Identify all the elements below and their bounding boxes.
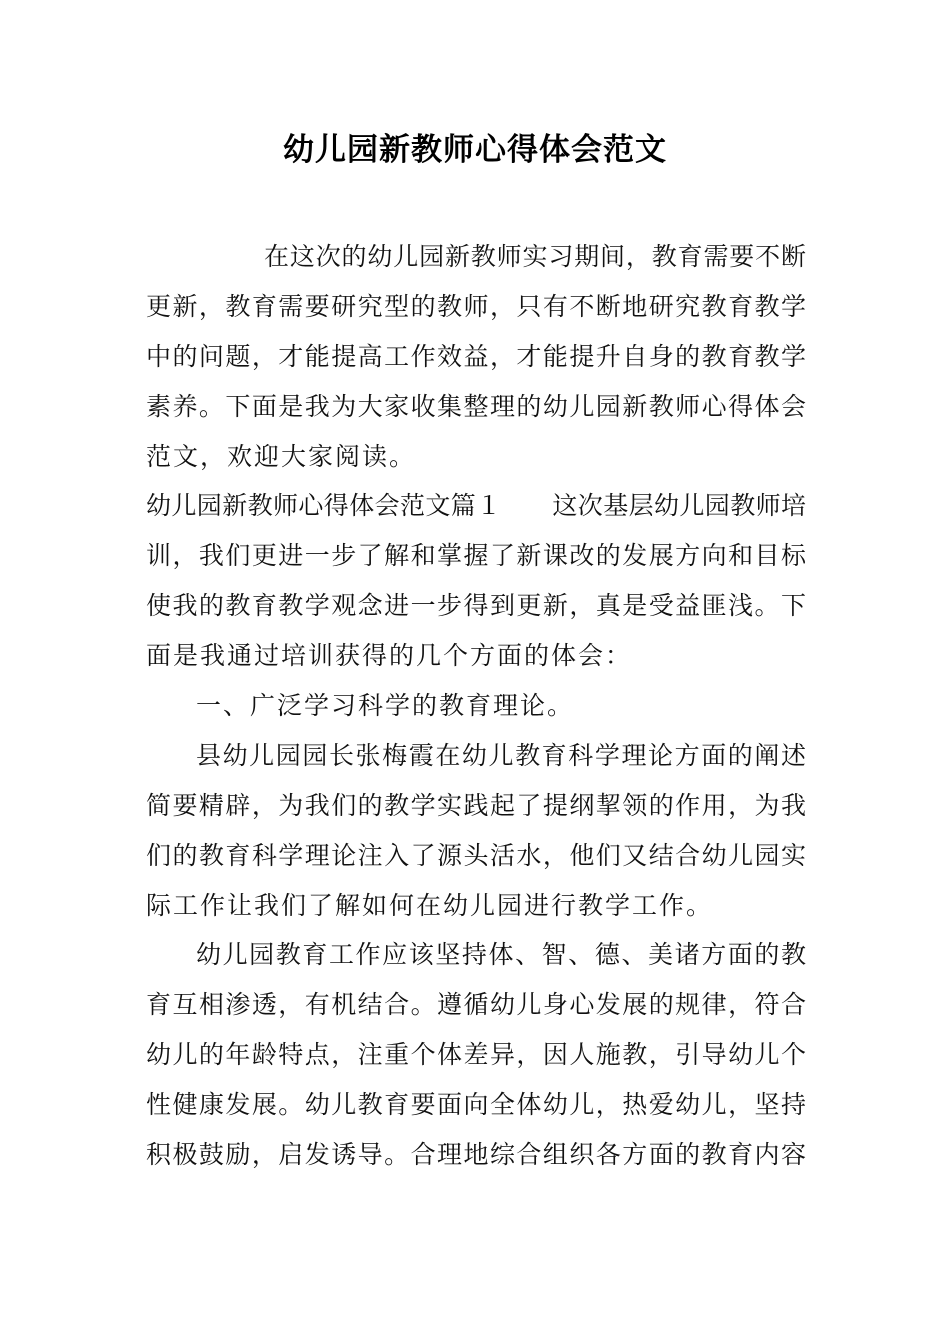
paragraph-line: 们的教育科学理论注入了源头活水，他们又结合幼儿园实 [146,840,806,870]
paragraph-line: 积极鼓励，启发诱导。合理地综合组织各方面的教育内容 [146,1140,806,1170]
paragraph-line: 幼儿的年龄特点，注重个体差异，因人施教，引导幼儿个 [146,1040,806,1070]
paragraph-line: 育互相渗透，有机结合。遵循幼儿身心发展的规律，符合 [146,990,806,1020]
paragraph-line: 际工作让我们了解如何在幼儿园进行教学工作。 [146,890,714,920]
section-heading: 一、广泛学习科学的教育理论。 [196,691,575,721]
paragraph-line: 更新，教育需要研究型的教师，只有不断地研究教育教学 [146,291,806,321]
document-body [146,232,806,1180]
paragraph-line: 范文，欢迎大家阅读。 [146,441,417,471]
paragraph-line: 幼儿园新教师心得体会范文篇１ 这次基层幼儿园教师培 [146,491,806,521]
paragraph-line: 性健康发展。幼儿教育要面向全体幼儿，热爱幼儿，坚持 [146,1090,806,1120]
paragraph-line: 县幼儿园园长张梅霞在幼儿教育科学理论方面的阐述 [196,740,806,770]
paragraph-line: 在这次的幼儿园新教师实习期间，教育需要不断 [264,242,806,271]
paragraph-line: 中的问题，才能提高工作效益，才能提升自身的教育教学 [146,341,806,371]
paragraph-line: 素养。下面是我为大家收集整理的幼儿园新教师心得体会 [146,391,806,421]
document-title: 幼儿园新教师心得体会范文 [283,132,667,168]
paragraph-line: 使我的教育教学观念进一步得到更新，真是受益匪浅。下 [146,591,806,621]
paragraph-line: 面是我通过培训获得的几个方面的体会： [146,641,633,671]
paragraph-line: 训，我们更进一步了解和掌握了新课改的发展方向和目标 [146,541,806,571]
paragraph-line: 幼儿园教育工作应该坚持体、智、德、美诸方面的教 [196,940,806,970]
paragraph-line: 简要精辟，为我们的教学实践起了提纲挈领的作用，为我 [146,790,806,820]
